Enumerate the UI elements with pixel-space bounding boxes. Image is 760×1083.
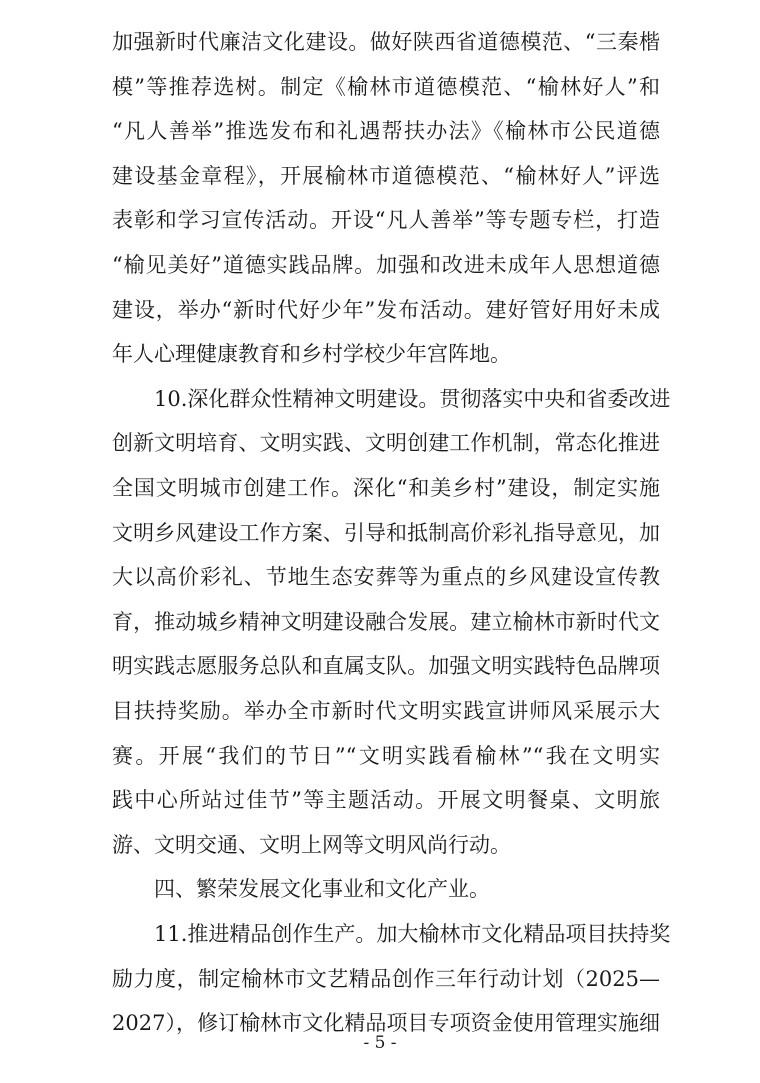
page-number: - 5 - [363, 1033, 397, 1053]
paragraph-line: 加强新时代廉洁文化建设。做好陕西省道德模范、“三秦楷 [112, 30, 660, 54]
paragraph-line: 游、文明交通、文明上网等文明风尚行动。 [112, 832, 511, 857]
section-heading: 四、繁荣发展文化事业和文化产业。 [154, 877, 490, 902]
paragraph-line: 模”等推荐选树。制定《榆林市道德模范、“榆林好人”和 [112, 74, 660, 99]
paragraph-line: 育，推动城乡精神文明建设融合发展。建立榆林市新时代文 [112, 609, 660, 634]
paragraph-line [112, 1053, 660, 1083]
paragraph-line: 11.推进精品创作生产。加大榆林市文化精品项目扶持奖 [154, 922, 671, 946]
paragraph-line: 表彰和学习宣传活动。开设“凡人善举”等专题专栏，打造 [112, 208, 660, 233]
paragraph-line: 年人心理健康教育和乡村学校少年宫阵地。 [112, 342, 511, 367]
paragraph-line: 10.深化群众性精神文明建设。贯彻落实中央和省委改进 [154, 386, 671, 411]
paragraph-line: 赛。开展“我们的节日”“文明实践看榆林”“我在文明实 [112, 743, 660, 768]
paragraph-line: 大以高价彩礼、节地生态安葬等为重点的乡风建设宣传教 [112, 565, 660, 590]
paragraph-line: 践中心所站过佳节”等主题活动。开展文明餐桌、文明旅 [112, 788, 660, 813]
paragraph-line: “凡人善举”推选发布和礼遇帮扶办法》《榆林市公民道德 [112, 119, 660, 144]
paragraph-line: 建设基金章程》，开展榆林市道德模范、“榆林好人”评选 [112, 163, 660, 188]
paragraph-line: 目扶持奖励。举办全市新时代文明实践宣讲师风采展示大 [112, 699, 660, 723]
paragraph-line: “榆见美好”道德实践品牌。加强和改进未成年人思想道德 [112, 253, 660, 277]
paragraph-line: 创新文明培育、文明实践、文明创建工作机制，常态化推进 [112, 431, 660, 456]
paragraph-line: 全国文明城市创建工作。深化“和美乡村”建设，制定实施 [112, 476, 660, 500]
paragraph-line: 建设，举办“新时代好少年”发布活动。建好管好用好未成 [112, 297, 660, 322]
paragraph-line: 明实践志愿服务总队和直属支队。加强文明实践特色品牌项 [112, 654, 660, 679]
paragraph-line: 文明乡风建设工作方案、引导和抵制高价彩礼指导意见，加 [112, 520, 660, 545]
paragraph-line: 励力度，制定榆林市文艺精品创作三年行动计划（2025— [112, 966, 660, 991]
paragraph-line: 2027），修订榆林市文化精品项目专项资金使用管理实施细 [112, 1011, 660, 1036]
